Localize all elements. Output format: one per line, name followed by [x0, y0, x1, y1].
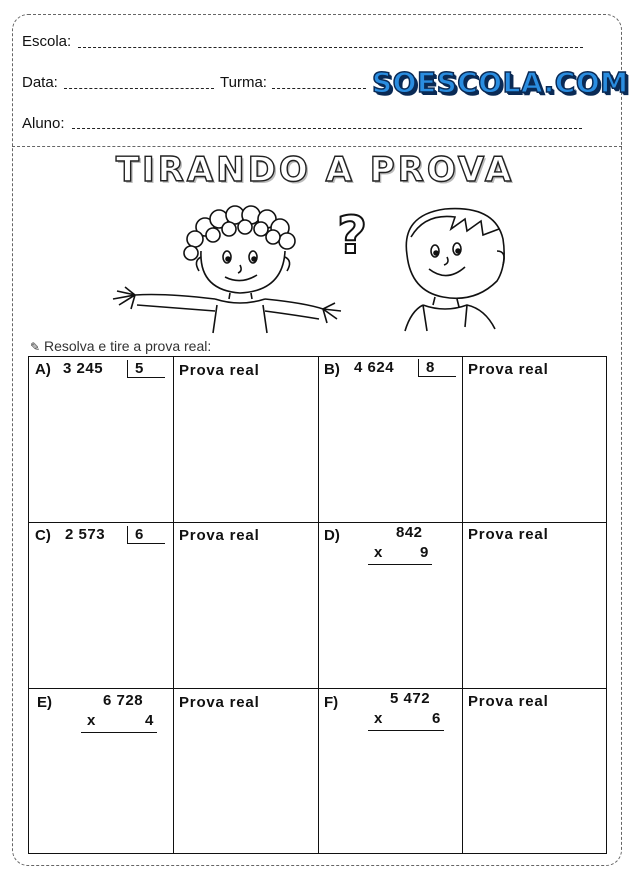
multiplication-line: [368, 564, 432, 565]
divisor: 5: [135, 360, 144, 377]
instruction: [30, 338, 211, 354]
turma-label: Turma:: [220, 74, 267, 91]
division-bracket-base: [418, 376, 456, 377]
dividend: 3 245: [63, 360, 104, 377]
division-bracket-base: [127, 543, 165, 544]
prova-real-d-cell[interactable]: [462, 522, 608, 688]
data-label: Data:: [22, 74, 58, 91]
escola-field[interactable]: [78, 47, 583, 48]
multiply-sign: x: [87, 712, 96, 729]
prova-real-label: Prova real: [179, 694, 260, 711]
children-illustration: [105, 195, 525, 335]
prova-real-e-cell[interactable]: [173, 688, 318, 853]
header-divider: [12, 146, 622, 147]
multiplier: 4: [145, 712, 154, 729]
multiplication-line: [81, 732, 157, 733]
exercise-grid: [28, 356, 607, 854]
multiplication-line: [368, 730, 444, 731]
multiply-sign: x: [374, 710, 383, 727]
multiplier: 9: [420, 544, 429, 561]
division-bracket: [127, 526, 128, 543]
multiplicand: 842: [396, 524, 423, 541]
dividend: 4 624: [354, 359, 395, 376]
aluno-field[interactable]: [72, 128, 582, 129]
divisor: 8: [426, 359, 435, 376]
question-mark-icon: ?: [337, 206, 368, 266]
dividend: 2 573: [65, 526, 106, 543]
escola-label: Escola:: [22, 33, 72, 50]
data-field[interactable]: [64, 88, 214, 89]
multiplicand: 6 728: [103, 692, 144, 709]
aluno-label: Aluno:: [22, 115, 65, 132]
exercise-e-cell[interactable]: [29, 688, 173, 853]
exercise-label: F): [324, 694, 339, 711]
page-title: TIRANDO A PROVA: [115, 150, 515, 190]
pencil-icon: ✎: [30, 340, 41, 354]
prova-real-f-cell[interactable]: [462, 688, 608, 853]
multiplier: 6: [432, 710, 441, 727]
prova-real-label: Prova real: [179, 362, 260, 379]
exercise-f-cell[interactable]: [318, 688, 462, 853]
boy-child-icon: [405, 209, 504, 331]
prova-real-label: Prova real: [468, 693, 549, 710]
multiplicand: 5 472: [390, 690, 431, 707]
turma-field[interactable]: [272, 88, 366, 89]
exercise-label: C): [35, 527, 51, 544]
exercise-d-cell[interactable]: [318, 522, 462, 688]
exercise-label: B): [324, 361, 340, 378]
division-bracket: [127, 360, 128, 377]
prova-real-label: Prova real: [179, 527, 260, 544]
exercise-label: D): [324, 527, 340, 544]
prova-real-b-cell[interactable]: [462, 357, 608, 522]
soescola-logo: SOESCOLA.COM: [372, 66, 629, 99]
prova-real-label: Prova real: [468, 361, 549, 378]
instruction-text: Resolva e tire a prova real:: [43, 338, 212, 354]
multiply-sign: x: [374, 544, 383, 561]
exercise-c-cell[interactable]: [29, 522, 173, 688]
division-bracket-base: [127, 377, 165, 378]
curly-hair-child-icon: [113, 206, 341, 333]
exercise-b-cell[interactable]: [318, 357, 462, 522]
prova-real-a-cell[interactable]: [173, 357, 318, 522]
prova-real-c-cell[interactable]: [173, 522, 318, 688]
divisor: 6: [135, 526, 144, 543]
prova-real-label: Prova real: [468, 526, 549, 543]
exercise-label: A): [35, 361, 51, 378]
exercise-a-cell[interactable]: [29, 357, 173, 522]
exercise-label: E): [37, 694, 52, 711]
division-bracket: [418, 359, 419, 376]
